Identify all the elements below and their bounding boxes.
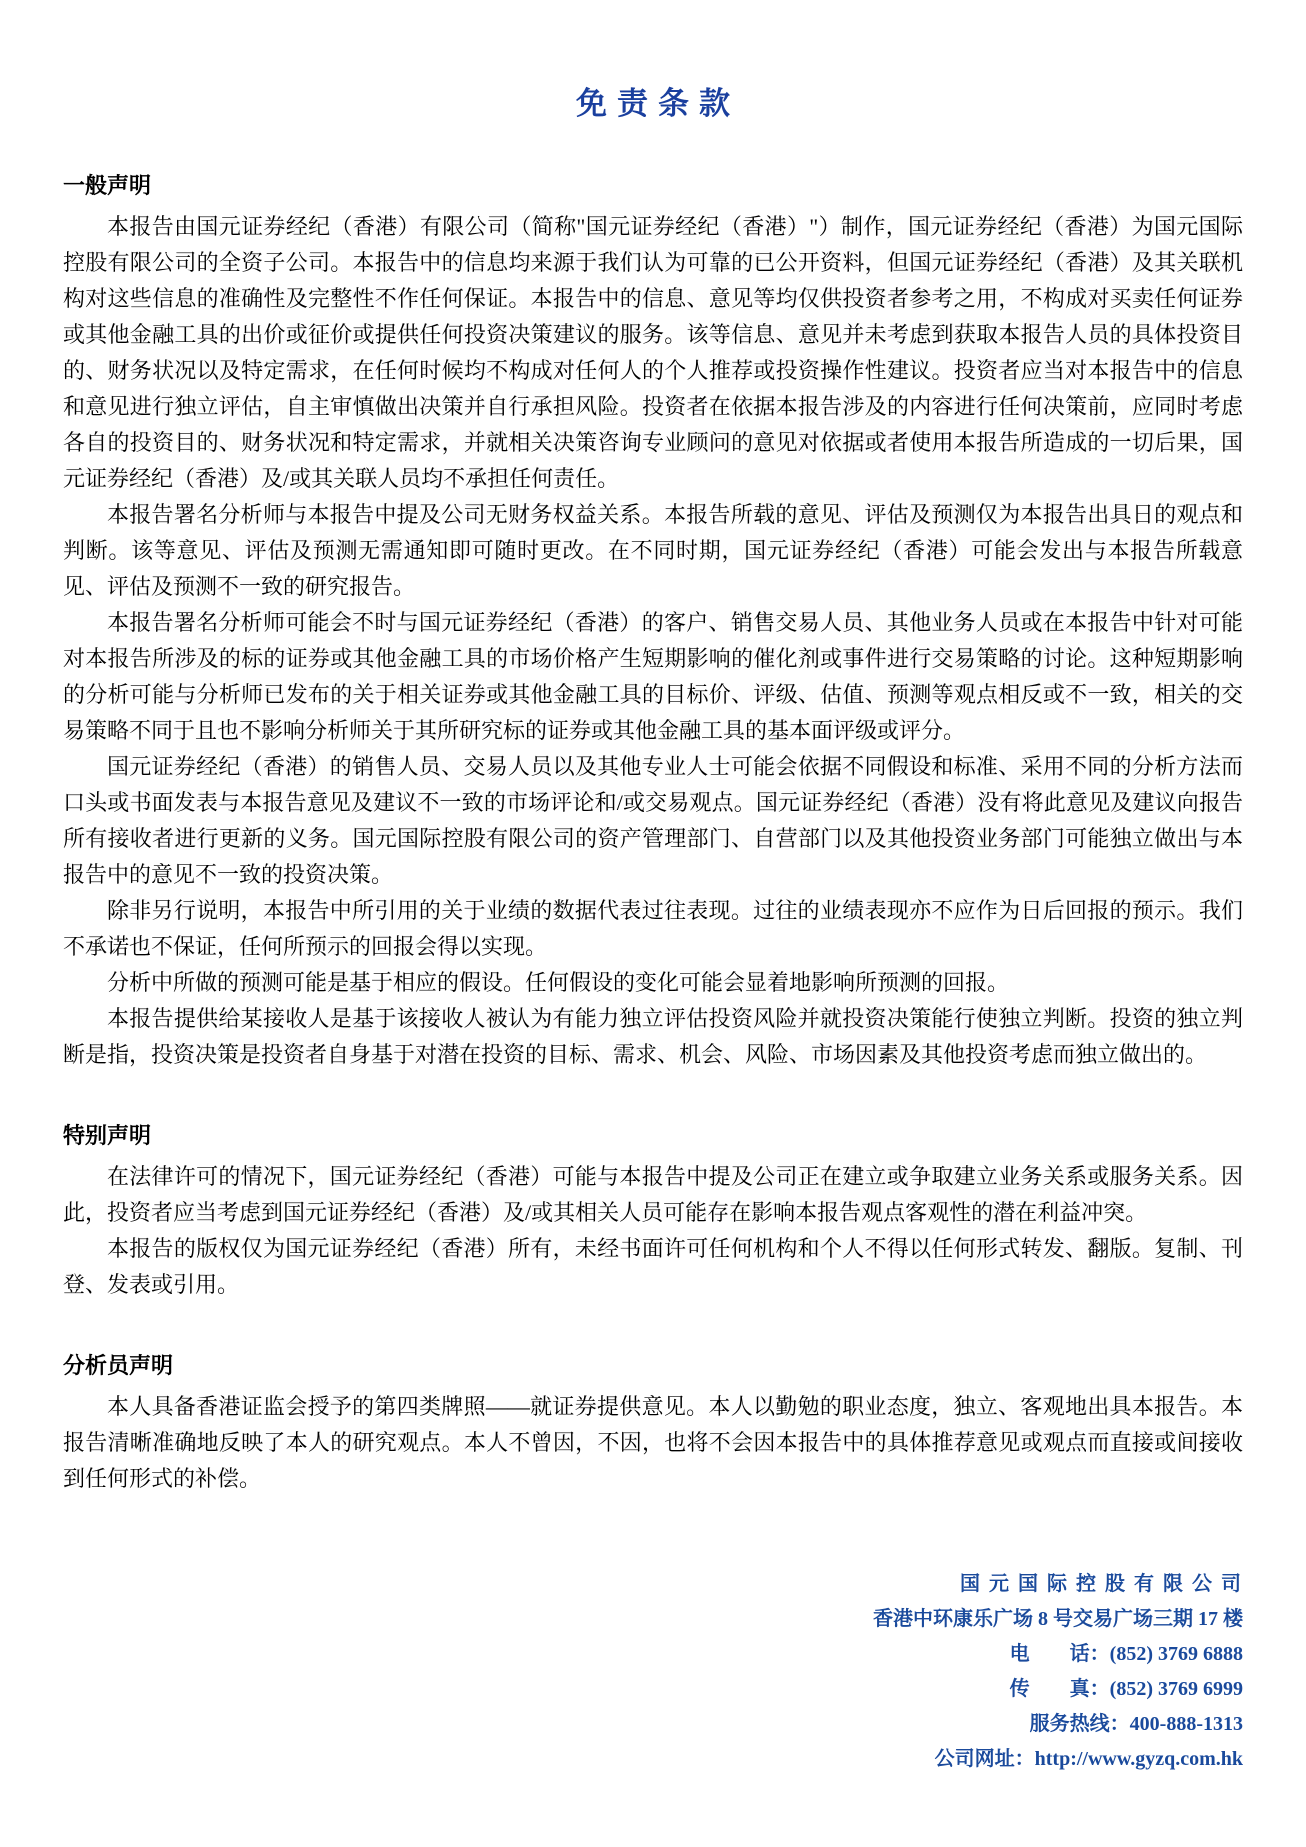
special-statement-heading: 特别声明 xyxy=(63,1123,152,1148)
website-link[interactable]: http://www.gyzq.com.hk xyxy=(1034,1748,1243,1770)
phone-line: 电 话：(852) 3769 6888 xyxy=(1009,1643,1243,1665)
special-paragraph-2: 本报告的版权仅为国元证券经纪（香港）所有，未经书面许可任何机构和个人不得以任何形式转发、翻版。复制、刊登、发表或引用。 xyxy=(63,1236,1243,1297)
general-statement-heading: 一般声明 xyxy=(63,173,152,198)
hotline-line: 服务热线：400-888-1313 xyxy=(1029,1713,1243,1735)
section-special-statement xyxy=(63,1119,1243,1303)
general-paragraph-4: 国元证券经纪（香港）的销售人员、交易人员以及其他专业人士可能会依据不同假设和标准、采用不同的分析方法而口头或书面发表与本报告意见及建议不一致的市场评论和/或交易观点。国元证券经纪（香港）没有将此意见及建议向报告所有接收者进行更新的义务。国元国际控股有限公司的资产管理部门、自营部门以及其他投资业务部门可能独立做出与本报告中的意见不一致的投资决策。 xyxy=(63,754,1243,887)
general-paragraph-5: 除非另行说明，本报告中所引用的关于业绩的数据代表过往表现。过往的业绩表现亦不应作为日后回报的预示。我们不承诺也不保证，任何所预示的回报会得以实现。 xyxy=(63,898,1243,959)
general-paragraph-7: 本报告提供给某接收人是基于该接收人被认为有能力独立评估投资风险并就投资决策能行使独立判断。投资的独立判断是指，投资决策是投资者自身基于对潜在投资的目标、需求、机会、风险、市场因素及其他投资考虑而独立做出的。 xyxy=(63,1006,1243,1067)
section-general-statement xyxy=(63,169,1243,1073)
fax-line: 传 真：(852) 3769 6999 xyxy=(1009,1678,1243,1700)
website-label: 公司网址： xyxy=(934,1748,1035,1770)
contact-footer xyxy=(63,1567,1243,1777)
special-paragraph-1: 在法律许可的情况下，国元证券经纪（香港）可能与本报告中提及公司正在建立或争取建立业务关系或服务关系。因此，投资者应当考虑到国元证券经纪（香港）及/或其相关人员可能存在影响本报告观点客观性的潜在利益冲突。 xyxy=(63,1164,1243,1225)
company-address: 香港中环康乐广场 8 号交易广场三期 17 楼 xyxy=(873,1608,1243,1630)
section-analyst-statement xyxy=(63,1349,1243,1497)
analyst-statement-heading: 分析员声明 xyxy=(63,1353,174,1378)
general-paragraph-1: 本报告由国元证券经纪（香港）有限公司（简称"国元证券经纪（香港）"）制作，国元证券经纪（香港）为国元国际控股有限公司的全资子公司。本报告中的信息均来源于我们认为可靠的已公开资料，但国元证券经纪（香港）及其关联机构对这些信息的准确性及完整性不作任何保证。本报告中的信息、意见等均仅供投资者参考之用，不构成对买卖任何证券或其他金融工具的出价或征价或提供任何投资决策建议的服务。该等信息、意见并未考虑到获取本报告人员的具体投资目的、财务状况以及特定需求，在任何时候均不构成对任何人的个人推荐或投资操作性建议。投资者应当对本报告中的信息和意见进行独立评估，自主审慎做出决策并自行承担风险。投资者在依据本报告涉及的内容进行任何决策前，应同时考虑各自的投资目的、财务状况和特定需求，并就相关决策咨询专业顾问的意见对依据或者使用本报告所造成的一切后果，国元证券经纪（香港）及/或其关联人员均不承担任何责任。 xyxy=(63,214,1243,491)
general-paragraph-2: 本报告署名分析师与本报告中提及公司无财务权益关系。本报告所载的意见、评估及预测仅为本报告出具日的观点和判断。该等意见、评估及预测无需通知即可随时更改。在不同时期，国元证券经纪（香港）可能会发出与本报告所载意见、评估及预测不一致的研究报告。 xyxy=(63,502,1243,599)
website-line xyxy=(63,1742,1243,1777)
analyst-paragraph-1: 本人具备香港证监会授予的第四类牌照——就证券提供意见。本人以勤勉的职业态度，独立、客观地出具本报告。本报告清晰准确地反映了本人的研究观点。本人不曾因，不因，也将不会因本报告中的具体推荐意见或观点而直接或间接收到任何形式的补偿。 xyxy=(63,1394,1243,1491)
page-title: 免责条款 xyxy=(576,86,740,121)
company-name: 国 元 国 际 控 股 有 限 公 司 xyxy=(960,1573,1243,1595)
general-paragraph-3: 本报告署名分析师可能会不时与国元证券经纪（香港）的客户、销售交易人员、其他业务人员或在本报告中针对可能对本报告所涉及的标的证券或其他金融工具的市场价格产生短期影响的催化剂或事件进行交易策略的讨论。这种短期影响的分析可能与分析师已发布的关于相关证券或其他金融工具的目标价、评级、估值、预测等观点相反或不一致，相关的交易策略不同于且也不影响分析师关于其所研究标的证券或其他金融工具的基本面评级或评分。 xyxy=(63,610,1243,743)
general-paragraph-6: 分析中所做的预测可能是基于相应的假设。任何假设的变化可能会显着地影响所预测的回报。 xyxy=(107,970,1010,995)
